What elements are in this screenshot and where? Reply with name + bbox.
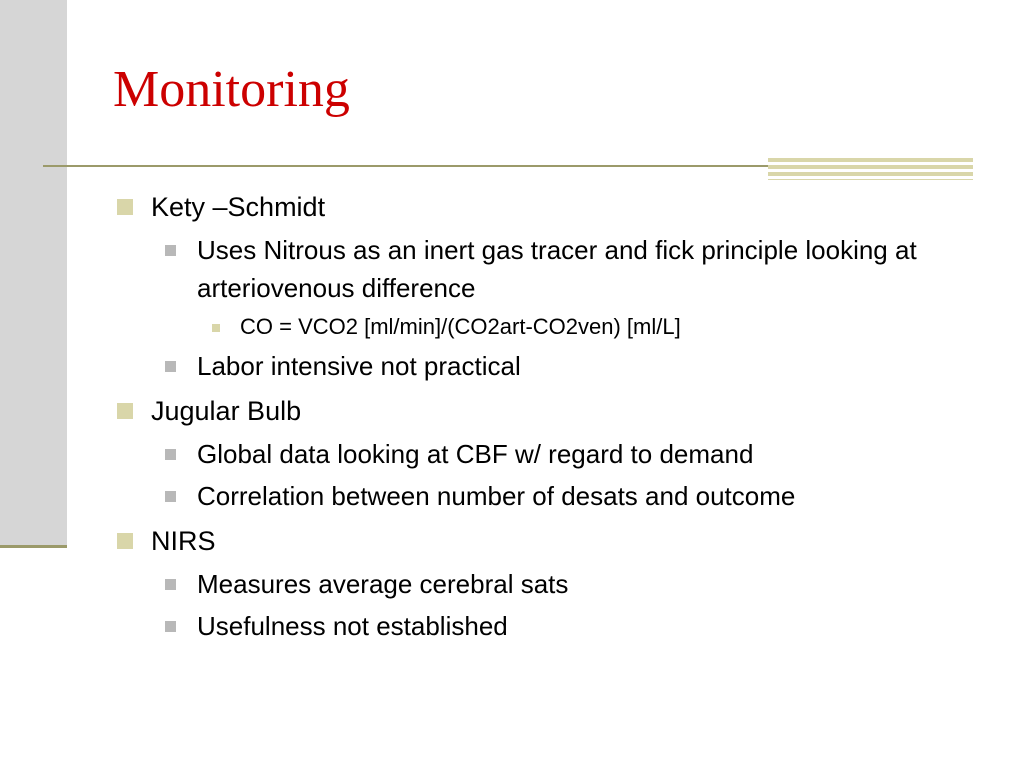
sub-bullet-item [159, 435, 943, 473]
square-bullet-icon [165, 579, 176, 590]
square-bullet-icon [165, 491, 176, 502]
sub-bullet-item [159, 347, 943, 385]
square-bullet-icon [117, 199, 133, 215]
square-bullet-icon [212, 324, 220, 332]
sub-bullet-item [159, 565, 943, 603]
square-bullet-icon [165, 621, 176, 632]
bullet-text: Labor intensive not practical [197, 351, 521, 381]
square-bullet-icon [165, 245, 176, 256]
sub-bullet-item [159, 607, 943, 645]
divider-accent-stripes [768, 158, 973, 180]
left-sidebar-decoration [0, 0, 67, 545]
square-bullet-icon [165, 449, 176, 460]
square-bullet-icon [117, 403, 133, 419]
square-bullet-icon [117, 533, 133, 549]
bullet-text: NIRS [151, 526, 216, 556]
bullet-text: Kety –Schmidt [151, 192, 326, 222]
bullet-text: Correlation between number of desats and outcome [197, 481, 796, 511]
square-bullet-icon [165, 361, 176, 372]
bullet-text: Global data looking at CBF w/ regard to demand [197, 439, 754, 469]
sidebar-underline [0, 545, 67, 548]
bullet-text: CO = VCO2 [ml/min]/(CO2art-CO2ven) [ml/L] [240, 314, 681, 339]
sub-bullet-item [159, 477, 943, 515]
bullet-text: Jugular Bulb [151, 396, 302, 426]
sub-bullet-item [159, 231, 943, 307]
slide-title: Monitoring [113, 61, 350, 118]
bullet-item [113, 521, 943, 561]
bullet-text: Measures average cerebral sats [197, 569, 569, 599]
bullet-list [113, 187, 943, 645]
sub-sub-bullet-item [204, 311, 943, 343]
bullet-text: Usefulness not established [197, 611, 508, 641]
bullet-text: Uses Nitrous as an inert gas tracer and fick principle looking at arteriovenous difference [197, 235, 917, 303]
bullet-item [113, 391, 943, 431]
bullet-item [113, 187, 943, 227]
